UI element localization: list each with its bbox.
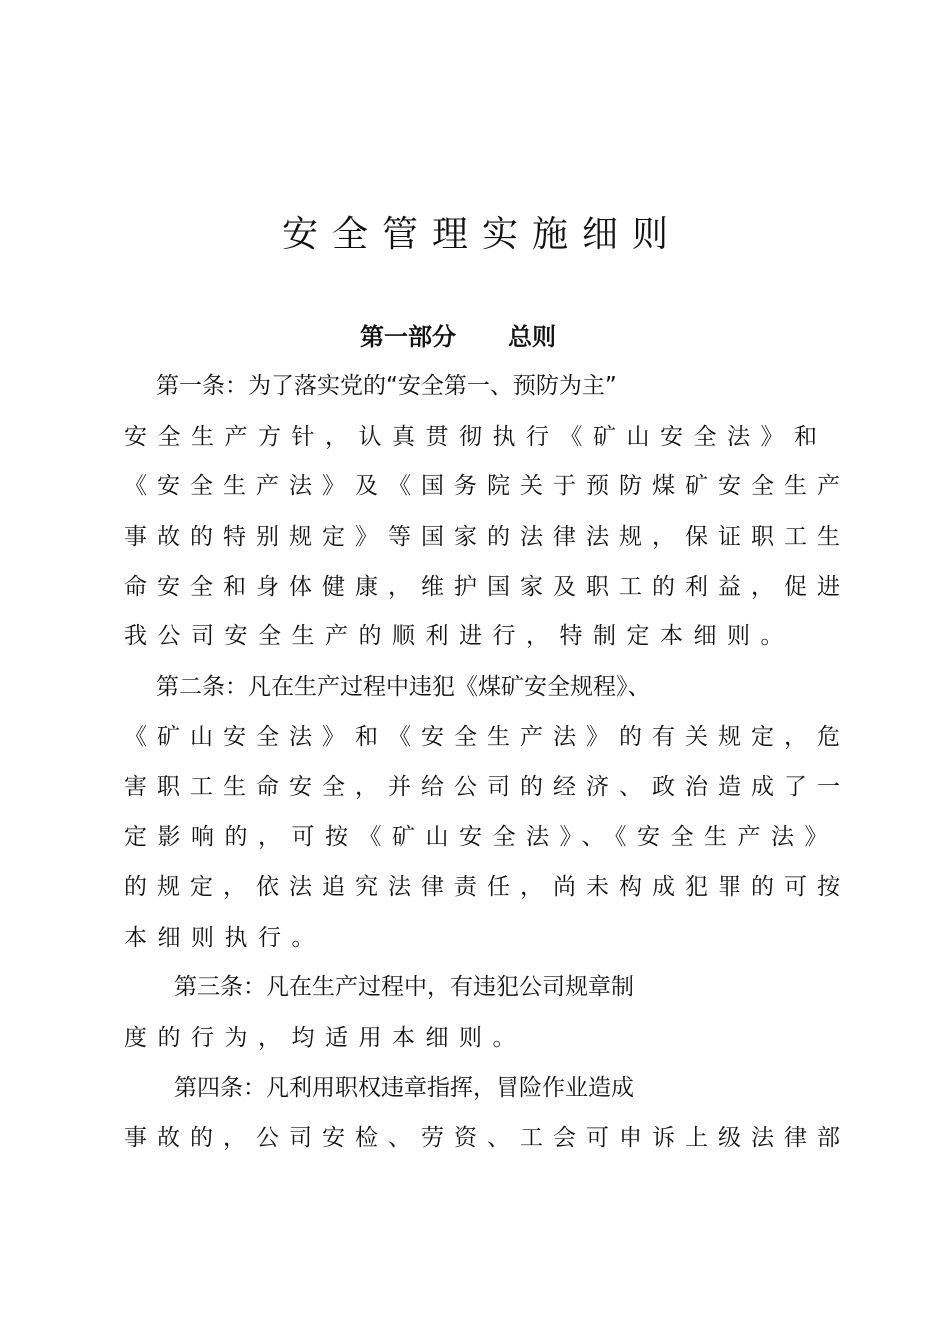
article-2-line-4: 定影响的，可按《矿山安全法》、《安全生产法》: [124, 824, 838, 850]
part-heading: [360, 320, 556, 354]
article-2-line-1: 第二条：凡在生产过程中违犯《煤矿安全规程》、: [156, 674, 651, 700]
article-2-line-6: 本细则执行。: [124, 925, 325, 951]
article-4-line-2: 事故的，公司安检、劳资、工会可申诉上级法律部: [124, 1125, 850, 1151]
article-1-line-2: 安全生产方针，认真贯彻执行《矿山安全法》和: [124, 424, 828, 450]
article-2-line-5: 的规定，依法追究法律责任，尚未构成犯罪的可按: [124, 874, 850, 900]
part-name: 总则: [508, 323, 556, 351]
article-1-line-1: 第一条：为了落实党的“安全第一、预防为主”: [156, 373, 617, 399]
article-1-line-3: 《安全生产法》及《国务院关于预防煤矿安全生产: [124, 473, 850, 499]
article-1-line-4: 事故的特别规定》等国家的法律法规，保证职工生: [124, 524, 850, 550]
document-title: 安全管理实施细则: [281, 214, 682, 255]
article-2-line-2: 《矿山安全法》和《安全生产法》的有关规定，危: [124, 724, 850, 750]
article-3-line-1: 第三条：凡在生产过程中，有违犯公司规章制: [174, 974, 634, 1000]
article-4-line-1: 第四条：凡利用职权违章指挥，冒险作业造成: [174, 1075, 634, 1101]
article-3-line-2: 度的行为，均适用本细则。: [124, 1025, 526, 1051]
article-1-line-6: 我公司安全生产的顺利进行，特制定本细则。: [124, 623, 794, 649]
article-2-line-3: 害职工生命安全，并给公司的经济、政治造成了一: [124, 774, 850, 800]
article-1-line-5: 命安全和身体健康，维护国家及职工的利益，促进: [124, 574, 850, 600]
part-number: 第一部分: [360, 323, 456, 351]
